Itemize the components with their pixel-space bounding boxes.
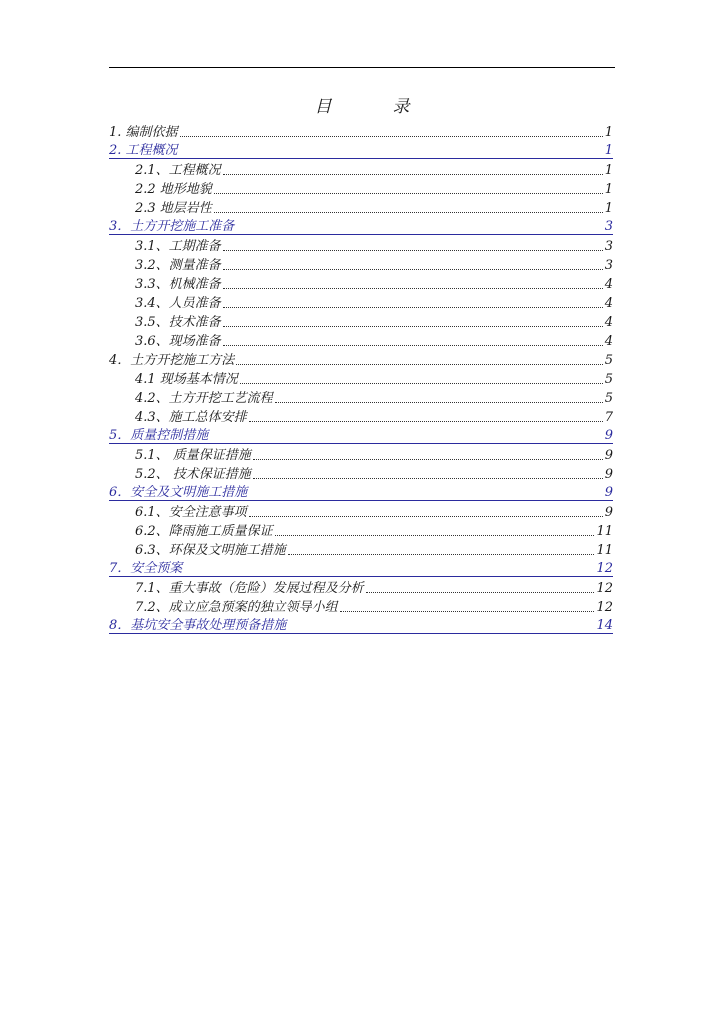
toc-entry [109, 596, 613, 615]
toc-entry [109, 178, 613, 197]
toc-entry-label: 4.3、施工总体安排 [135, 410, 247, 425]
toc-leader [366, 591, 595, 593]
toc-entry-page: 12 [596, 561, 613, 576]
toc-entry[interactable] [109, 216, 613, 235]
toc-entry-page: 1 [604, 163, 613, 178]
table-of-contents [109, 121, 613, 634]
toc-entry-label: 6.2、降雨施工质量保证 [135, 524, 273, 539]
toc-entry-page: 14 [596, 618, 613, 633]
toc-entry [109, 349, 613, 368]
toc-leader [214, 211, 603, 213]
toc-leader [340, 610, 595, 612]
toc-entry-page: 9 [604, 485, 613, 500]
toc-entry [109, 577, 613, 596]
toc-entry-label: 3.3、机械准备 [135, 277, 221, 292]
toc-entry [109, 406, 613, 425]
toc-entry-page: 4 [604, 296, 613, 311]
toc-entry-page: 5 [604, 353, 613, 368]
toc-entry-label: 5.1、 质量保证措施 [135, 448, 251, 463]
toc-entry [109, 273, 613, 292]
toc-entry-page: 1 [604, 182, 613, 197]
toc-entry-page: 3 [604, 258, 613, 273]
toc-entry-label: 4.2、土方开挖工艺流程 [135, 391, 273, 406]
toc-leader [275, 534, 595, 536]
toc-entry-label: 2.2 地形地貌 [135, 182, 212, 197]
toc-entry-page: 9 [604, 428, 613, 443]
toc-leader [253, 477, 603, 479]
toc-leader [223, 268, 603, 270]
toc-entry-page: 11 [596, 543, 613, 558]
toc-entry-label: 4.1 现场基本情况 [135, 372, 238, 387]
toc-entry-page: 5 [604, 372, 613, 387]
toc-entry-label: 3.2、测量准备 [135, 258, 221, 273]
toc-entry[interactable] [109, 558, 613, 577]
toc-entry-label: 8．基坑安全事故处理预备措施 [109, 618, 287, 633]
toc-entry [109, 501, 613, 520]
toc-leader [234, 219, 604, 235]
toc-entry-page: 3 [604, 219, 613, 234]
toc-leader [286, 618, 596, 634]
toc-leader [247, 485, 604, 501]
toc-entry-label: 7.2、成立应急预案的独立领导小组 [135, 600, 338, 615]
toc-entry [109, 520, 613, 539]
toc-leader [223, 306, 603, 308]
toc-entry [109, 463, 613, 482]
toc-entry-page: 4 [604, 277, 613, 292]
toc-entry-label: 3.4、人员准备 [135, 296, 221, 311]
toc-leader [288, 553, 595, 555]
toc-entry-label: 7.1、重大事故（危险）发展过程及分析 [135, 581, 364, 596]
toc-entry-label: 7．安全预案 [109, 561, 183, 576]
toc-leader [182, 561, 596, 577]
toc-leader [249, 420, 603, 422]
toc-entry-page: 1 [604, 143, 613, 158]
toc-entry-label: 3.1、工期准备 [135, 239, 221, 254]
toc-entry-label: 6．安全及文明施工措施 [109, 485, 248, 500]
toc-leader [180, 135, 603, 137]
toc-leader [223, 249, 603, 251]
toc-entry-page: 3 [604, 239, 613, 254]
toc-entry[interactable] [109, 615, 613, 634]
toc-entry-label: 3．土方开挖施工准备 [109, 219, 235, 234]
toc-title: 目 录 [314, 97, 432, 117]
toc-entry-page: 11 [596, 524, 613, 539]
toc-entry [109, 197, 613, 216]
toc-leader [178, 143, 605, 159]
toc-entry-label: 3.5、技术准备 [135, 315, 221, 330]
toc-leader [208, 428, 604, 444]
toc-entry-page: 9 [604, 448, 613, 463]
toc-entry[interactable] [109, 482, 613, 501]
toc-entry [109, 368, 613, 387]
toc-entry-label: 6.1、安全注意事项 [135, 505, 247, 520]
toc-leader [240, 382, 603, 384]
toc-entry [109, 444, 613, 463]
toc-entry-label: 6.3、环保及文明施工措施 [135, 543, 286, 558]
toc-entry-page: 4 [604, 315, 613, 330]
toc-leader [214, 192, 603, 194]
toc-leader [223, 344, 603, 346]
toc-entry-page: 1 [604, 201, 613, 216]
toc-entry-page: 9 [604, 505, 613, 520]
toc-entry-label: 1. 编制依据 [109, 125, 178, 140]
toc-entry-page: 9 [604, 467, 613, 482]
toc-leader [249, 515, 603, 517]
toc-entry-label: 4．土方开挖施工方法 [109, 353, 235, 368]
toc-entry[interactable] [109, 140, 613, 159]
toc-leader [275, 401, 603, 403]
toc-entry [109, 121, 613, 140]
toc-entry-page: 4 [604, 334, 613, 349]
toc-entry-label: 3.6、现场准备 [135, 334, 221, 349]
header-rule [109, 67, 615, 68]
toc-entry-label: 5．质量控制措施 [109, 428, 209, 443]
toc-entry [109, 254, 613, 273]
toc-entry-page: 12 [596, 600, 613, 615]
toc-leader [223, 173, 603, 175]
toc-entry [109, 387, 613, 406]
toc-entry [109, 159, 613, 178]
toc-leader [223, 287, 603, 289]
toc-entry[interactable] [109, 425, 613, 444]
toc-entry-page: 7 [604, 410, 613, 425]
toc-entry [109, 311, 613, 330]
toc-leader [236, 363, 602, 365]
toc-entry [109, 235, 613, 254]
toc-entry-label: 2.1、工程概况 [135, 163, 221, 178]
toc-leader [223, 325, 603, 327]
toc-leader [253, 458, 603, 460]
toc-entry [109, 539, 613, 558]
toc-entry [109, 330, 613, 349]
toc-entry-page: 1 [604, 125, 613, 140]
toc-entry-page: 5 [604, 391, 613, 406]
toc-entry [109, 292, 613, 311]
toc-entry-page: 12 [596, 581, 613, 596]
toc-entry-label: 2. 工程概况 [109, 143, 178, 158]
toc-entry-label: 2.3 地层岩性 [135, 201, 212, 216]
toc-entry-label: 5.2、 技术保证措施 [135, 467, 251, 482]
